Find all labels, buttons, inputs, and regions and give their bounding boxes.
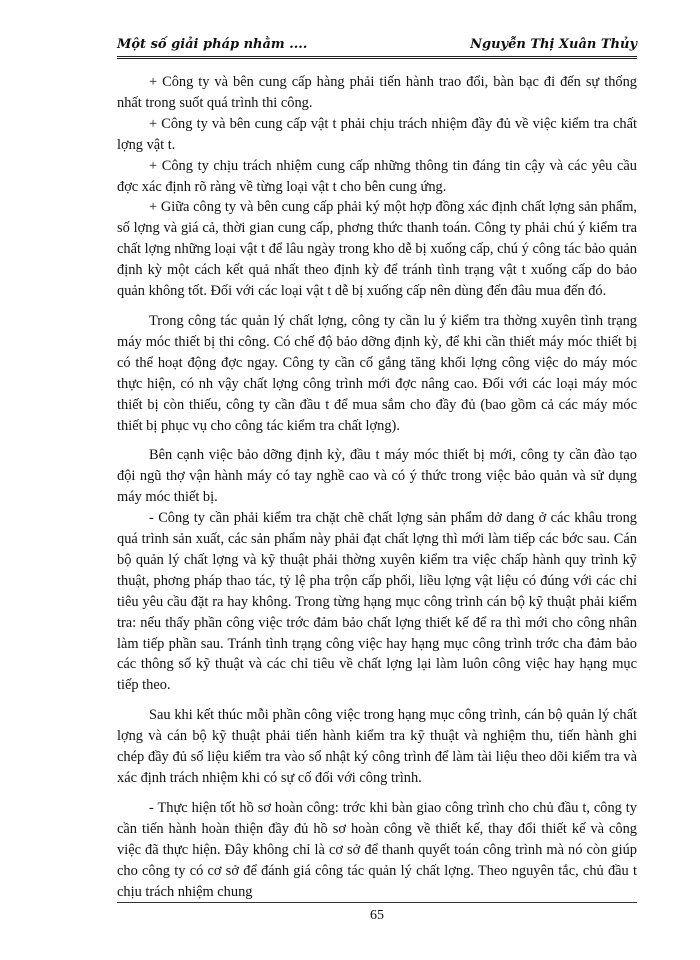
paragraph: + Công ty và bên cung cấp hàng phải tiến hành trao đổi, bàn bạc đi đến sự thống nhất trong suốt quá trình thi công.: [117, 74, 637, 111]
paragraph: Bên cạnh việc bảo dỡng định kỳ, đầu t máy móc thiết bị mới, công ty cần đào tạo đội ngũ thợ vận hành máy có tay nghề cao và có ý thức trong việc bảo quản và sử dụng máy móc thiết bị.: [117, 447, 637, 506]
paragraph: Sau khi kết thúc mỗi phần công việc trong hạng mục công trình, cán bộ quản lý chất lợng và cán bộ kỹ thuật phải tiến hành kiểm tra kỹ thuật và nghiệm thu, tiến hành ghi chép đầy đủ số liệu kiểm tra vào sổ nhật ký công trình để làm tài liệu theo dõi kiểm tra và xác định trách nhiệm khi có sự cố đối với công trình.: [117, 707, 637, 786]
page-header: [117, 34, 637, 59]
paragraph: + Công ty và bên cung cấp vật t phải chịu trách nhiệm đầy đủ về việc kiểm tra chất lợng vật t.: [117, 115, 637, 153]
paragraph: + Công ty chịu trách nhiệm cung cấp những thông tin đáng tin cậy và các yêu cầu đợc xác định rõ ràng về từng loại vật t cho bên cung ứng.: [117, 157, 637, 195]
paragraph: - Công ty cần phải kiểm tra chặt chẽ chất lợng sản phẩm dở dang ở các khâu trong quá trình sản xuất, các sản phẩm này phải đạt chất lợng thì mới làm tiếp các bớc sau. Cán bộ quản lý chất lợng và kỹ thuật phải thờng xuyên kiểm tra việc chấp hành quy trình kỹ thuật, phơng pháp thao tác, tỷ lệ pha trộn cấp phối, liều lợng vật liệu có đúng với các chỉ tiêu yêu cầu đặt ra hay không. Trong từng hạng mục công trình cán bộ kỹ thuật phải kiểm tra: nếu thấy phần công việc trớc đảm bảo chất lợng thiết kế để ra thì mới cho công nhân làm tiếp phần sau. Tránh tình trạng công việc hay hạng mục công trình trớc cha đảm bảo các thông số kỹ thuật và các chỉ tiêu về chất lợng lại làm luôn công việc hay hạng mục tiếp theo.: [117, 510, 637, 694]
document-body: [117, 72, 637, 902]
paragraph: Trong công tác quản lý chất lợng, công ty cần lu ý kiểm tra thờng xuyên tình trạng máy móc thiết bị thi công. Có chế độ bảo dỡng định kỳ, để khi cần thiết máy móc thiết bị có thể hoạt động đợc ngay. Công ty cần cố gắng tăng khối lợng công việc do máy móc thực hiện, có nh vậy chất lợng công trình mới đợc nâng cao. Đối với các loại máy móc thiết bị còn thiếu, công ty cần đầu t để mua sắm cho đầy đủ (bao gồm cả các máy móc thiết bị phục vụ cho công tác kiểm tra chất lợng).: [117, 312, 637, 434]
header-title: Một số giải pháp nhằm ....: [117, 37, 308, 52]
paragraph: - Thực hiện tốt hồ sơ hoàn công: trớc khi bàn giao công trình cho chủ đầu t, công ty cần tiến hành hoàn thiện đầy đủ hồ sơ hoàn công về thiết kế, thay đổi thiết kế và công việc đã thực hiện. Đây không chỉ là cơ sở để thanh quyết toán công trình mà nó còn giúp cho công ty có cơ sở để đánh giá công tác quản lý chất lợng. Theo nguyên tắc, chủ đầu t chịu trách nhiệm chung: [117, 799, 637, 900]
header-author: Nguyễn Thị Xuân Thủy: [470, 37, 637, 52]
paragraph: + Giữa công ty và bên cung cấp phải ký một hợp đồng xác định chất lợng sản phẩm, số lợng và giá cả, thời gian cung cấp, phơng thức thanh toán. Công ty phải chú ý kiểm tra chất lợng những loại vật t để lâu ngày trong kho dễ bị xuống cấp, chú ý công tác bảo quản định kỳ một cách kết quả nhất theo định kỳ để tránh tình trạng vật t xuống cấp do bảo quản không tốt. Đối với các loại vật t dễ bị xuống cấp nên dùng đến đâu mua đến đó.: [117, 199, 637, 300]
footer-divider: [117, 902, 637, 903]
page-number: 65: [370, 908, 384, 923]
